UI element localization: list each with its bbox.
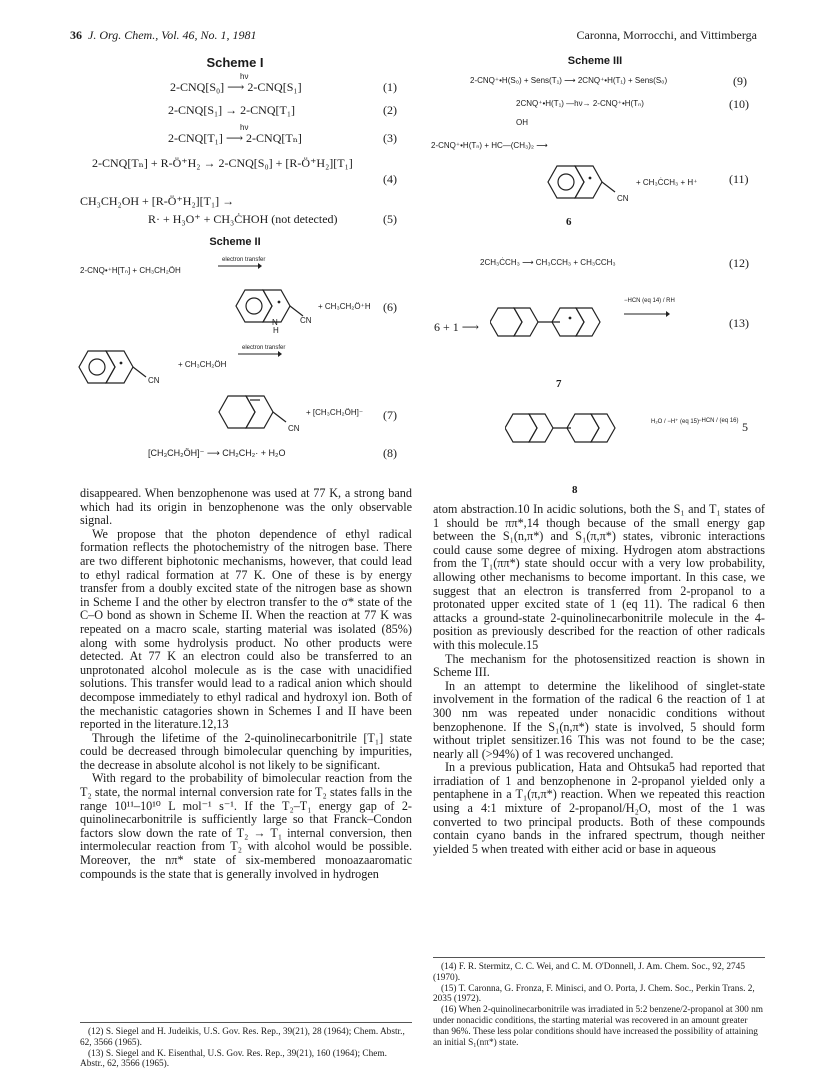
eq15-arrow-label-2: −HCN / (eq 16) — [698, 418, 739, 424]
footnote-15: (15) T. Caronna, G. Fronza, F. Minisci, and O. Porta, J. Chem. Soc., Perkin Trans. 2, 2035 (1972). — [433, 983, 755, 1005]
eq11-number: (11) — [729, 172, 749, 186]
eq15-product: 5 — [742, 420, 748, 434]
compound-label-8: 8 — [572, 484, 578, 496]
eq1-number: (1) — [383, 80, 397, 94]
eq11-right: + CH₃ĊCH₃ + H⁺ — [636, 178, 698, 187]
left-paragraph-1: disappeared. When benzophenone was used at 77 K, a strong band which had its origin in benzophenone was the only observable signal. — [80, 486, 412, 528]
footnote-14: (14) F. R. Stermitz, C. C. Wei, and C. M. O'Donnell, J. Am. Chem. Soc., 92, 2745 (1970). — [433, 962, 745, 983]
eq5-number: (5) — [383, 212, 397, 226]
eq7-product-cn-label: CN — [288, 424, 300, 433]
page-number: 36 — [70, 28, 82, 42]
eq6-arrow — [218, 262, 262, 270]
eq12-text: 2CH₃ĊCH₃ ⟶ CH₃CCH₃ + CH₃CCH₃ — [480, 258, 616, 267]
left-paragraph-3: Through the lifetime of the 2-quinolinecarbonitrile [T₁] state could be decreased through bimolecular quenching by impurities, the decrease in absolute alcohol is not likely to be significant. — [80, 730, 412, 772]
scheme-2-title: Scheme II — [209, 236, 261, 248]
right-footnote-rule — [433, 957, 765, 958]
quinoline-radical-structure-2 — [78, 345, 168, 401]
right-column-text — [433, 503, 765, 856]
eq2-number: (2) — [383, 103, 397, 117]
eq6-n-label: N — [272, 318, 278, 327]
scheme-1-eq-3 — [168, 123, 302, 146]
scheme-1-eq-5b: R· + H₃O⁺ + CH₃ĊHOH (not detected) — [148, 212, 338, 226]
eq8-text: [CH₃CH₂ÖH]⁻ ⟶ CH₂CH₂· + H₂O — [148, 448, 286, 458]
compound-8-structure — [505, 398, 635, 464]
right-paragraph-2: The mechanism for the photosensitized reaction is shown in Scheme III. — [433, 651, 765, 680]
quinoline-radical-structure-6 — [545, 160, 635, 216]
compound-7-structure — [490, 292, 620, 358]
eq3-number: (3) — [383, 131, 397, 145]
compound-label-7: 7 — [556, 378, 562, 390]
eq6-arrow-label: electron transfer — [222, 257, 266, 263]
scheme-1-eq-4: 2-CNQ[Tₙ] + R-Ö⁺H₂ → 2-CNQ[S₀] + [R-Ö⁺H₂][T₁] — [92, 156, 353, 170]
quinoline-radical-structure-1 — [225, 284, 315, 340]
eq15-arrow-label-1: H₂O / −H⁺ (eq 15) — [651, 419, 700, 425]
eq10-text: 2CNQ⁺•H(T₁) —hν→ 2-CNQ⁺•H(Tₙ) — [516, 99, 644, 108]
right-footnotes — [433, 962, 765, 1048]
eq6-product: + CH₃CH₂Ö⁺H — [318, 302, 371, 311]
eq7-arrow-label: electron transfer — [242, 345, 286, 351]
right-paragraph-1: atom abstraction.10 In acidic solutions, both the S₁ and T₁ states of 1 should be ππ*,14 though because of the small energy gap between the S₁(n,π*) and S₁(π,π*) states, vibronic interactions could cause some degree of mixing. Hydrogen atom abstractions from the T₁(ππ*) state should occur with a very low probability, allowing other mechanisms to become important. In this case, we suggest that an electron is transferred from 2-propanol to a protonated upper excited state of 1 (eq 11). The radical 6 then attacks a ground-state 2-quinolinecarbonitrile molecule in the 4-position as previously described for the reaction of other radicals with this molecule.15 — [433, 502, 765, 652]
eq7-number: (7) — [383, 408, 397, 422]
eq6-h-label: H — [273, 326, 279, 335]
scheme-1-eq-5a: CH₃CH₂OH + [R-Ö⁺H₂][T₁] → — [80, 194, 235, 208]
eq11-oh: OH — [516, 118, 528, 127]
eq11-cn-label: CN — [617, 194, 629, 203]
eq9-number: (9) — [733, 74, 747, 88]
eq6-cn-label: CN — [300, 316, 312, 325]
eq4-number: (4) — [383, 172, 397, 186]
eq8-number: (8) — [383, 446, 397, 460]
running-header-left — [70, 28, 257, 43]
eq6-reactants: 2-CNQ•⁺H[Tₙ] + CH₃CH₂ÖH — [80, 266, 181, 275]
left-paragraph-4: With regard to the probability of bimolecular reaction from the T₂ state, the normal internal conversion rate for T₂ states falls in the range 10¹¹–10¹⁰ L mol⁻¹ s⁻¹. If the T₂–T₁ energy gap of 2-quinolinecarbonitrile is sufficiently large so that Franck–Condon factors slow down the rate of T₂ → T₁ internal conversion, then intermolecular reaction from T₂ with alcohol would be possible. Moreover, the nπ* state of six-membered monoazaaromatic compounds is the state that is generally involved in hydrogen — [80, 771, 412, 881]
left-column-text — [80, 487, 412, 881]
left-footnotes — [80, 1027, 412, 1070]
eq3-arrow-label: hν — [240, 123, 249, 132]
eq1-arrow-label: hν — [240, 72, 249, 81]
eq1-text: 2-CNQ[S₀] ⟶ 2-CNQ[S₁] — [170, 80, 302, 94]
scheme-1-eq-2: 2-CNQ[S₁] → 2-CNQ[T₁] — [168, 103, 296, 117]
right-paragraph-4: In a previous publication, Hata and Ohtsuka5 had reported that irradiation of 1 and benzophenone in 2-propanol yielded only a pentaphene in a T₁(π,π*) reaction. When we repeated this reaction using a 4:1 mixture of 2-propanol/H₂O, most of the 1 was converted to two principal products. Both of these compounds contain cyano bands in the infrared spectrum, though neither yielded 5 when treated with either acid or base in aqueous — [433, 760, 765, 856]
eq6-number: (6) — [383, 300, 397, 314]
footnote-12: (12) S. Siegel and H. Judeikis, U.S. Gov. Res. Rep., 39(21), 28 (1964); Chem. Abstr., 62, 3566 (1965). — [80, 1027, 405, 1048]
eq13-number: (13) — [729, 316, 749, 330]
eq7-cn-label: CN — [148, 376, 160, 385]
scheme-1-title: Scheme I — [206, 55, 264, 70]
eq7-product: + [CH₃CH₂ÖH]⁻ — [306, 408, 364, 417]
eq7-arrow — [238, 350, 282, 358]
eq9-text: 2-CNQ⁺•H(S₀) + Sens(T₁) ⟶ 2CNQ⁺•H(T₁) + Sens(S₀) — [470, 76, 668, 85]
right-paragraph-3: In an attempt to determine the likelihood of singlet-state involvement in the formation of the radical 6 the reaction of 1 at 300 nm was repeated under nonacidic conditions without benzophenone. If the S₁(n,π*) state is involved, 5 should form without triplet sensitizer.16 This was not found to be the case; nearly all (>94%) of 1 was recovered unchanged. — [433, 678, 765, 761]
footnote-16: (16) When 2-quinolinecarbonitrile was irradiated in 5:2 benzene/2-propanol at 300 nm under nonacidic conditions, the starting material was recovered in an amount greater than 96%. These less polar conditions should have increased the possibility of attaining an initial S₁(nπ*) state. — [433, 1005, 764, 1048]
eq7-reactant: + CH₃CH₂ÖH — [178, 360, 227, 369]
eq12-number: (12) — [729, 256, 749, 270]
left-footnote-rule — [80, 1022, 412, 1023]
journal-citation: J. Org. Chem., Vol. 46, No. 1, 1981 — [88, 28, 257, 42]
eq11-left: 2-CNQ⁺•H(Tₙ) + HC—(CH₃)₂ ⟶ — [431, 141, 548, 150]
eq3-text: 2-CNQ[T₁] ⟶ 2-CNQ[Tₙ] — [168, 131, 302, 145]
footnote-13: (13) S. Siegel and K. Eisenthal, U.S. Gov. Res. Rep., 39(21), 160 (1964); Chem. Abstr., 62, 3566 (1965). — [80, 1048, 387, 1070]
compound-label-6: 6 — [566, 216, 572, 228]
scheme-1-eq-1 — [170, 72, 302, 95]
left-paragraph-2: We propose that the photon dependence of ethyl radical formation reflects the photochemistry of the nitrogen base. There are two different biphotonic mechanisms, however, that could lead to ethyl radical formation at 77 K. One of these is by energy transfer from a doubly excited state of the nitrogen base as shown in Scheme I and the other by electron transfer to the σ* state of the C–O bond as shown in Scheme II. When the reaction at 77 K was repeated on a macro scale, starting material was isolated (85%) along with some hydrolysis product. No other products were detected. At 77 K an electron could also be transferred to an unprotonated alcohol molecule as is the case with unacidified solutions. This transfer would lead to a radical anion which should decompose immediately to ethyl radical and hydroxyl ion. Both of the mechanistic catagories shown in Schemes I and II have been reported in the literature.12,13 — [80, 526, 412, 732]
eq13-left: 6 + 1 ⟶ — [434, 320, 479, 334]
running-header-authors: Caronna, Morrocchi, and Vittimberga — [576, 28, 757, 42]
eq13-arrow — [624, 310, 670, 318]
eq10-number: (10) — [729, 97, 749, 111]
scheme-3-title: Scheme III — [567, 55, 623, 67]
eq13-arrow-label: −HCN (eq 14) / RH — [624, 298, 675, 304]
